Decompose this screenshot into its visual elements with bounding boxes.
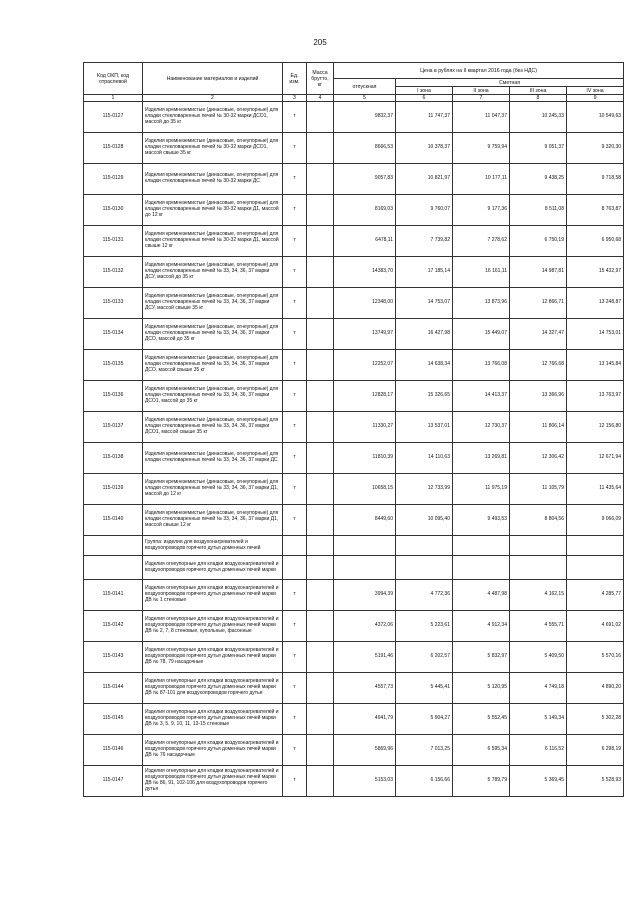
cell-zone-1-price: 5 904,27 — [396, 704, 453, 735]
cell-release-price: 5191,46 — [334, 642, 396, 673]
cell-name: Изделия кремнеземистые (динасовые, огнеупорные) для кладки стекловаренных печей № 30-32 марки Д1, массой до 12 кг — [143, 195, 283, 226]
table-row — [84, 474, 624, 505]
cell-name: Изделия огнеупорные для кладки воздухонагревателей и воздухопроводов горячего дутья доменных печей марки ДВ № 2, 7, 8 стеновые, купольные, фасонные — [143, 611, 283, 642]
cell-code: 115-0130 — [84, 195, 143, 226]
cell-zone-3-price: 8 511,08 — [510, 195, 567, 226]
cell-release-price: 12252,07 — [334, 350, 396, 381]
cell-name: Изделия кремнеземистые (динасовые, огнеупорные) для кладки стекловаренных печей № 33, 34, 36, 37 марки Д1, массой до 12 кг — [143, 474, 283, 505]
cell-zone-3-price: 4 749,18 — [510, 673, 567, 704]
cell-release-price: 4372,06 — [334, 611, 396, 642]
cell-zone-1-price: 10 378,37 — [396, 133, 453, 164]
cell-release-price: 6478,11 — [334, 226, 396, 257]
cell-mass — [307, 505, 334, 536]
cell-unit: т — [283, 412, 307, 443]
cell-unit: т — [283, 474, 307, 505]
table-row — [84, 766, 624, 797]
cell-code: 115-0141 — [84, 580, 143, 611]
cell-code: 115-0142 — [84, 611, 143, 642]
cell-zone-3-price: 4 162,15 — [510, 580, 567, 611]
table-row — [84, 257, 624, 288]
cell-zone-3-price: 11 105,79 — [510, 474, 567, 505]
cell-code: 115-0147 — [84, 766, 143, 797]
cell-mass — [307, 443, 334, 474]
cell-zone-1-price: 6 156,66 — [396, 766, 453, 797]
cell-zone-2-price: 4 912,34 — [453, 611, 510, 642]
column-number: 1 — [84, 95, 143, 102]
cell-zone-1-price: 14 110,63 — [396, 443, 453, 474]
table-row — [84, 350, 624, 381]
cell-name: Изделия кремнеземистые (динасовые, огнеупорные) для кладки стекловаренных печей № 33, 34, 36, 37 марки ДСО, массой свыше 35 кг — [143, 350, 283, 381]
cell-unit: т — [283, 319, 307, 350]
table-row — [84, 735, 624, 766]
cell-unit: т — [283, 195, 307, 226]
cell-zone-1-price: 9 760,07 — [396, 195, 453, 226]
cell-code: 115-0129 — [84, 164, 143, 195]
cell-name: Изделия огнеупорные для кладки воздухонагревателей и воздухопроводов горячего дутья доменных печей марки ДВ № 86, 91, 102-106 для воздухопроводов горячего дутья — [143, 766, 283, 797]
cell-zone-3-price: 12 766,68 — [510, 350, 567, 381]
header-zone-4: IV зона — [567, 87, 624, 95]
cell-mass — [307, 766, 334, 797]
column-number: 4 — [307, 95, 334, 102]
cell-unit: т — [283, 673, 307, 704]
cell-release-price: 12828,17 — [334, 381, 396, 412]
cell-mass — [307, 611, 334, 642]
cell-zone-2-price: 15 449,07 — [453, 319, 510, 350]
cell-mass — [307, 381, 334, 412]
cell-code — [84, 556, 143, 580]
cell-zone-1-price: 12 733,99 — [396, 474, 453, 505]
cell-zone-4-price: 9 320,30 — [567, 133, 624, 164]
cell-code: 115-0144 — [84, 673, 143, 704]
cell-zone-2-price: 7 278,62 — [453, 226, 510, 257]
column-number: 9 — [567, 95, 624, 102]
cell-name: Изделия кремнеземистые (динасовые, огнеупорные) для кладки стекловаренных печей № 30-32 марки ДС — [143, 164, 283, 195]
cell-zone-4-price: 12 156,80 — [567, 412, 624, 443]
cell-zone-2-price: 4 487,98 — [453, 580, 510, 611]
table-row — [84, 133, 624, 164]
table-row — [84, 505, 624, 536]
cell-code — [84, 536, 143, 556]
cell-zone-2-price: 14 413,37 — [453, 381, 510, 412]
cell-mass — [307, 350, 334, 381]
header-release: отпускная — [334, 79, 396, 95]
cell-name: Изделия огнеупорные для кладки воздухонагревателей и воздухопроводов горячего дутья доменных печей марки ДВ № 87-101 для воздухопроводов горячего дутья — [143, 673, 283, 704]
cell-mass — [307, 536, 334, 556]
table-row — [84, 288, 624, 319]
cell-release-price — [334, 556, 396, 580]
cell-zone-1-price: 14 638,34 — [396, 350, 453, 381]
cell-mass — [307, 412, 334, 443]
cell-code: 115-0139 — [84, 474, 143, 505]
cell-unit: т — [283, 226, 307, 257]
cell-zone-3-price: 9 051,37 — [510, 133, 567, 164]
table-row — [84, 443, 624, 474]
cell-zone-4-price: 11 435,64 — [567, 474, 624, 505]
cell-zone-2-price: 5 789,79 — [453, 766, 510, 797]
cell-release-price: 13749,97 — [334, 319, 396, 350]
cell-zone-3-price: 14 987,81 — [510, 257, 567, 288]
cell-mass — [307, 319, 334, 350]
cell-zone-4-price — [567, 536, 624, 556]
cell-unit: т — [283, 505, 307, 536]
cell-mass — [307, 474, 334, 505]
cell-unit: т — [283, 164, 307, 195]
cell-code: 115-0133 — [84, 288, 143, 319]
cell-zone-1-price: 17 185,14 — [396, 257, 453, 288]
cell-mass — [307, 164, 334, 195]
cell-zone-4-price: 4 890,20 — [567, 673, 624, 704]
cell-zone-2-price: 13 766,08 — [453, 350, 510, 381]
cell-name: Изделия кремнеземистые (динасовые, огнеупорные) для кладки стекловаренных печей № 33, 34, 36, 37 марки Д1, массой свыше 12 кг — [143, 505, 283, 536]
cell-zone-1-price: 10 095,40 — [396, 505, 453, 536]
cell-name: Изделия огнеупорные для кладки воздухонагревателей и воздухопроводов горячего дутья доменных печей марки ДВ № 78, 79 насадочные — [143, 642, 283, 673]
cell-zone-2-price: 9 177,36 — [453, 195, 510, 226]
cell-code: 115-0132 — [84, 257, 143, 288]
cell-release-price: 9057,83 — [334, 164, 396, 195]
cell-release-price: 4941,79 — [334, 704, 396, 735]
cell-unit — [283, 536, 307, 556]
cell-name: Изделия кремнеземистые (динасовые, огнеупорные) для кладки стекловаренных печей № 33, 34, 36, 37 марки ДСО1, массой свыше 35 кг — [143, 412, 283, 443]
cell-code: 115-0128 — [84, 133, 143, 164]
cell-code: 115-0127 — [84, 102, 143, 133]
table-row — [84, 412, 624, 443]
cell-code: 115-0143 — [84, 642, 143, 673]
cell-mass — [307, 735, 334, 766]
cell-mass — [307, 580, 334, 611]
cell-zone-2-price — [453, 556, 510, 580]
cell-unit: т — [283, 642, 307, 673]
cell-zone-1-price: 14 753,07 — [396, 288, 453, 319]
table-row — [84, 611, 624, 642]
cell-name: Изделия кремнеземистые (динасовые, огнеупорные) для кладки стекловаренных печей № 33, 34, 36, 37 марки ДСУ, массой свыше 35 кг — [143, 288, 283, 319]
cell-release-price: 14383,70 — [334, 257, 396, 288]
cell-zone-3-price: 8 804,56 — [510, 505, 567, 536]
table-row — [84, 319, 624, 350]
cell-zone-3-price: 4 555,71 — [510, 611, 567, 642]
cell-zone-3-price: 11 806,14 — [510, 412, 567, 443]
cell-release-price: 4557,73 — [334, 673, 396, 704]
cell-name: Изделия огнеупорные для кладки воздухонагревателей и воздухопроводов горячего дутья доменных печей марки ДВ № 1 стеновые — [143, 580, 283, 611]
cell-zone-4-price: 6 298,19 — [567, 735, 624, 766]
table-row — [84, 642, 624, 673]
cell-zone-3-price: 9 438,25 — [510, 164, 567, 195]
cell-code: 115-0135 — [84, 350, 143, 381]
cell-zone-4-price: 13 145,84 — [567, 350, 624, 381]
cell-code: 115-0137 — [84, 412, 143, 443]
header-name: Наименование материалов и изделий — [143, 63, 283, 95]
cell-code: 115-0138 — [84, 443, 143, 474]
header-estimate: Сметная — [396, 79, 624, 87]
cell-zone-4-price: 9 066,09 — [567, 505, 624, 536]
cell-zone-2-price: 6 595,34 — [453, 735, 510, 766]
cell-code: 115-0136 — [84, 381, 143, 412]
header-price: Цена в рублях на II квартал 2016 года (без НДС) — [334, 63, 624, 79]
cell-mass — [307, 133, 334, 164]
cell-zone-1-price: 16 427,98 — [396, 319, 453, 350]
cell-zone-2-price: 16 161,11 — [453, 257, 510, 288]
header-unit: Ед. изм. — [283, 63, 307, 95]
table-row — [84, 673, 624, 704]
cell-zone-4-price: 10 549,63 — [567, 102, 624, 133]
cell-release-price: 3994,39 — [334, 580, 396, 611]
column-number: 2 — [143, 95, 283, 102]
cell-release-price: 9832,37 — [334, 102, 396, 133]
cell-release-price: 10658,15 — [334, 474, 396, 505]
column-number: 3 — [283, 95, 307, 102]
cell-code: 115-0145 — [84, 704, 143, 735]
cell-zone-3-price — [510, 536, 567, 556]
price-table — [83, 62, 624, 797]
cell-mass — [307, 195, 334, 226]
cell-unit: т — [283, 350, 307, 381]
cell-zone-3-price: 6 116,52 — [510, 735, 567, 766]
cell-mass — [307, 102, 334, 133]
cell-unit: т — [283, 288, 307, 319]
column-number: 5 — [334, 95, 396, 102]
cell-zone-3-price: 5 149,34 — [510, 704, 567, 735]
table-row — [84, 536, 624, 556]
cell-name: Изделия кремнеземистые (динасовые, огнеупорные) для кладки стекловаренных печей № 33, 34, 36, 37 марки ДС — [143, 443, 283, 474]
cell-zone-2-price: 10 177,11 — [453, 164, 510, 195]
column-number: 6 — [396, 95, 453, 102]
table-row — [84, 195, 624, 226]
cell-unit: т — [283, 102, 307, 133]
cell-unit: т — [283, 766, 307, 797]
header-zone-1: I зона — [396, 87, 453, 95]
cell-zone-3-price: 5 409,50 — [510, 642, 567, 673]
cell-zone-1-price: 15 326,65 — [396, 381, 453, 412]
table-row — [84, 381, 624, 412]
cell-name: Изделия кремнеземистые (динасовые, огнеупорные) для кладки стекловаренных печей № 33, 34, 36, 37 марки ДСО1, массой до 35 кг — [143, 381, 283, 412]
cell-release-price: 8169,03 — [334, 195, 396, 226]
cell-name: Изделия кремнеземистые (динасовые, огнеупорные) для кладки стекловаренных печей № 30-32 марки ДСО1, массой до 35 кг — [143, 102, 283, 133]
cell-name: Изделия огнеупорные для кладки воздухонагревателей и воздухопроводов горячего дутья доменных печей марки — [143, 556, 283, 580]
cell-zone-4-price: 14 753,01 — [567, 319, 624, 350]
cell-zone-2-price — [453, 536, 510, 556]
cell-zone-1-price — [396, 536, 453, 556]
cell-release-price: 11330,27 — [334, 412, 396, 443]
cell-zone-4-price: 4 285,77 — [567, 580, 624, 611]
page-number: 205 — [313, 38, 327, 47]
cell-zone-1-price: 7 739,82 — [396, 226, 453, 257]
table-row — [84, 580, 624, 611]
cell-zone-4-price: 5 302,28 — [567, 704, 624, 735]
cell-name: Изделия огнеупорные для кладки воздухонагревателей и воздухопроводов горячего дутья доменных печей марки ДВ № 76 насадочные — [143, 735, 283, 766]
cell-zone-2-price: 5 832,97 — [453, 642, 510, 673]
column-number: 7 — [453, 95, 510, 102]
cell-release-price: 5153,03 — [334, 766, 396, 797]
cell-code: 115-0131 — [84, 226, 143, 257]
cell-unit: т — [283, 443, 307, 474]
header-mass: Масса брутто, кг — [307, 63, 334, 95]
cell-release-price: 12348,00 — [334, 288, 396, 319]
cell-zone-1-price: 13 537,01 — [396, 412, 453, 443]
table-body — [84, 102, 624, 797]
cell-code: 115-0146 — [84, 735, 143, 766]
cell-zone-2-price: 11 975,19 — [453, 474, 510, 505]
table-row — [84, 704, 624, 735]
cell-release-price: 11810,39 — [334, 443, 396, 474]
cell-mass — [307, 257, 334, 288]
cell-zone-2-price: 11 047,37 — [453, 102, 510, 133]
cell-zone-4-price: 5 528,93 — [567, 766, 624, 797]
cell-zone-1-price: 4 772,36 — [396, 580, 453, 611]
cell-zone-2-price: 12 730,37 — [453, 412, 510, 443]
table-row — [84, 226, 624, 257]
cell-mass — [307, 556, 334, 580]
cell-unit: т — [283, 580, 307, 611]
cell-unit: т — [283, 381, 307, 412]
cell-release-price: 8666,53 — [334, 133, 396, 164]
cell-zone-3-price — [510, 556, 567, 580]
cell-zone-4-price: 15 432,97 — [567, 257, 624, 288]
cell-unit: т — [283, 704, 307, 735]
header-zone-2: II зона — [453, 87, 510, 95]
cell-zone-3-price: 10 245,33 — [510, 102, 567, 133]
cell-zone-3-price: 12 306,42 — [510, 443, 567, 474]
cell-zone-1-price: 11 747,37 — [396, 102, 453, 133]
cell-zone-4-price: 9 718,58 — [567, 164, 624, 195]
cell-mass — [307, 673, 334, 704]
header-code: Код ОКП, код отраслевой — [84, 63, 143, 95]
cell-unit — [283, 556, 307, 580]
cell-zone-1-price: 10 821,97 — [396, 164, 453, 195]
cell-unit: т — [283, 611, 307, 642]
cell-release-price: 5869,96 — [334, 735, 396, 766]
cell-zone-1-price: 6 202,57 — [396, 642, 453, 673]
cell-name: Изделия огнеупорные для кладки воздухонагревателей и воздухопроводов горячего дутья доменных печей марки ДВ № 3, 5, 9, 10, 11, 13-15 стеновые — [143, 704, 283, 735]
header-zone-3: III зона — [510, 87, 567, 95]
table-row — [84, 556, 624, 580]
cell-zone-3-price: 14 327,47 — [510, 319, 567, 350]
cell-zone-4-price: 13 248,87 — [567, 288, 624, 319]
cell-zone-2-price: 5 120,95 — [453, 673, 510, 704]
cell-name: Изделия кремнеземистые (динасовые, огнеупорные) для кладки стекловаренных печей № 33, 34, 36, 37 марки ДСО, массой до 35 кг — [143, 319, 283, 350]
cell-zone-3-price: 13 366,96 — [510, 381, 567, 412]
cell-zone-3-price: 6 750,19 — [510, 226, 567, 257]
cell-zone-4-price: 6 950,68 — [567, 226, 624, 257]
cell-unit: т — [283, 257, 307, 288]
cell-zone-4-price — [567, 556, 624, 580]
cell-zone-1-price: 5 445,41 — [396, 673, 453, 704]
cell-zone-4-price: 5 570,16 — [567, 642, 624, 673]
cell-mass — [307, 288, 334, 319]
table-row — [84, 102, 624, 133]
column-number: 8 — [510, 95, 567, 102]
cell-zone-1-price: 7 013,25 — [396, 735, 453, 766]
cell-zone-2-price: 9 493,53 — [453, 505, 510, 536]
cell-zone-1-price — [396, 556, 453, 580]
cell-zone-2-price: 5 552,45 — [453, 704, 510, 735]
table-row — [84, 164, 624, 195]
cell-name: Изделия кремнеземистые (динасовые, огнеупорные) для кладки стекловаренных печей № 33, 34, 36, 37 марки ДСУ, массой до 35 кг — [143, 257, 283, 288]
cell-unit: т — [283, 735, 307, 766]
cell-zone-1-price: 5 223,61 — [396, 611, 453, 642]
cell-zone-4-price: 4 691,02 — [567, 611, 624, 642]
cell-code: 115-0140 — [84, 505, 143, 536]
cell-name: Группа: изделия для воздухонагревателей и воздухопроводов горячего дутья доменных печей — [143, 536, 283, 556]
cell-zone-4-price: 8 763,87 — [567, 195, 624, 226]
cell-zone-2-price: 9 759,94 — [453, 133, 510, 164]
cell-zone-3-price: 5 369,45 — [510, 766, 567, 797]
cell-release-price — [334, 536, 396, 556]
cell-mass — [307, 704, 334, 735]
cell-unit: т — [283, 133, 307, 164]
cell-zone-3-price: 12 866,71 — [510, 288, 567, 319]
cell-zone-2-price: 13 873,96 — [453, 288, 510, 319]
cell-zone-4-price: 12 671,94 — [567, 443, 624, 474]
cell-zone-4-price: 13 763,97 — [567, 381, 624, 412]
cell-code: 115-0134 — [84, 319, 143, 350]
cell-name: Изделия кремнеземистые (динасовые, огнеупорные) для кладки стекловаренных печей № 30-32 марки ДСО1, массой свыше 35 кг — [143, 133, 283, 164]
cell-mass — [307, 226, 334, 257]
cell-name: Изделия кремнеземистые (динасовые, огнеупорные) для кладки стекловаренных печей № 30-32 марки Д1, массой свыше 12 кг — [143, 226, 283, 257]
cell-mass — [307, 642, 334, 673]
cell-zone-2-price: 13 269,81 — [453, 443, 510, 474]
cell-release-price: 8449,60 — [334, 505, 396, 536]
